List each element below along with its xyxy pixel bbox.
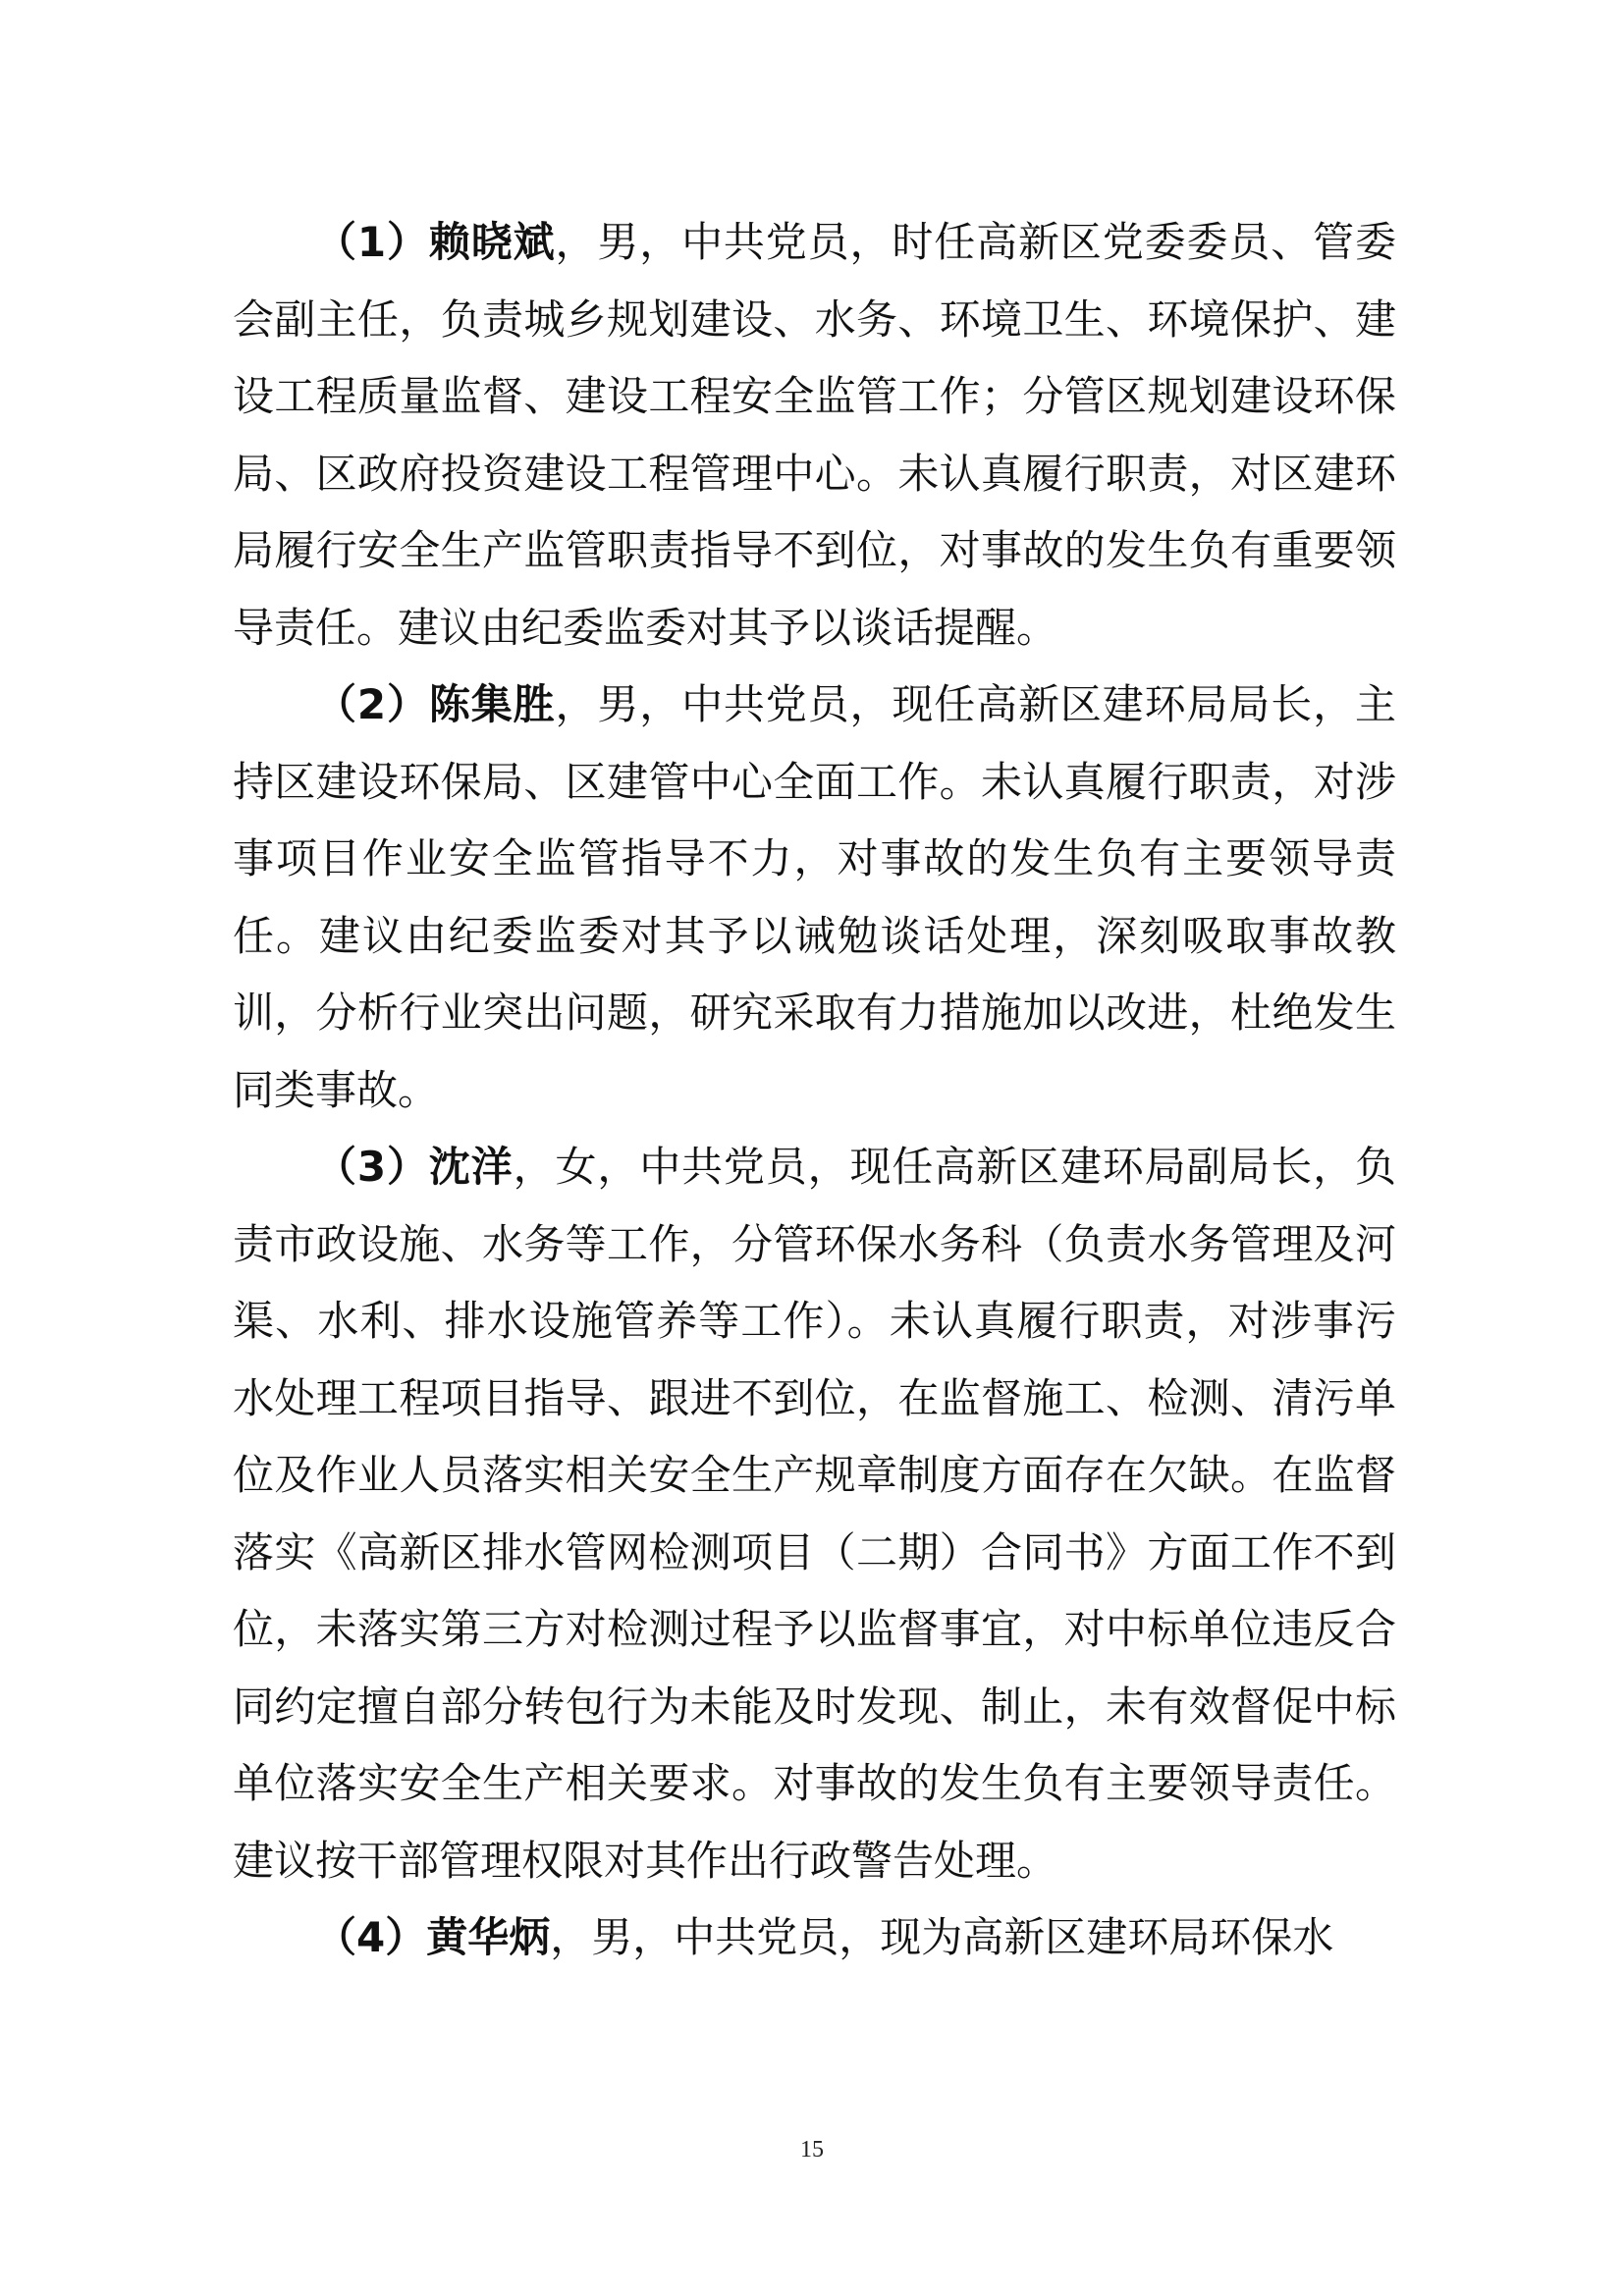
page-number: 15 — [800, 2137, 824, 2163]
paragraph-2 — [233, 667, 1396, 1129]
person-name-lead: （4）黄华炳 — [315, 1913, 551, 1961]
paragraph-text: ，女，中共党员，现任高新区建环局副局长，负责市政设施、水务等工作，分管环保水务科（负责水务管理及河渠、水利、排水设施管养等工作）。未认真履行职责，对涉事污水处理工程项目指导、跟进不到位，在监督施工、检测、清污单位及作业人员落实相关安全生产规章制度方面存在欠缺。在监督落实《高新区排水管网检测项目（二期）合同书》方面工作不到位，未落实第三方对检测过程予以监督事宜，对中标单位违反合同约定擅自部分转包行为未能及时发现、制止，未有效督促中标单位落实安全生产相关要求。对事故的发生负有主要领导责任。建议按干部管理权限对其作出行政警告处理。 — [233, 1143, 1396, 1885]
paragraph-text: ，男，中共党员，时任高新区党委委员、管委会副主任，负责城乡规划建设、水务、环境卫生、环境保护、建设工程质量监督、建设工程安全监管工作；分管区规划建设环保局、区政府投资建设工程管理中心。未认真履行职责，对区建环局履行安全生产监管职责指导不到位，对事故的发生负有重要领导责任。建议由纪委监委对其予以谈话提醒。 — [233, 218, 1396, 652]
document-body — [233, 204, 1396, 1977]
paragraph-text: ，男，中共党员，现任高新区建环局局长，主持区建设环保局、区建管中心全面工作。未认真履行职责，对涉事项目作业安全监管指导不力，对事故的发生负有主要领导责任。建议由纪委监委对其予以诫勉谈话处理，深刻吸取事故教训，分析行业突出问题，研究采取有力措施加以改进，杜绝发生同类事故。 — [233, 680, 1396, 1114]
paragraph-3 — [233, 1129, 1396, 1899]
paragraph-1 — [233, 204, 1396, 667]
person-name-lead: （3）沈洋 — [315, 1143, 514, 1191]
person-name-lead: （2）陈集胜 — [315, 680, 556, 728]
paragraph-text: ，男，中共党员，现为高新区建环局环保水 — [550, 1913, 1334, 1961]
person-name-lead: （1）赖晓斌 — [315, 218, 556, 266]
paragraph-4 — [233, 1899, 1396, 1977]
